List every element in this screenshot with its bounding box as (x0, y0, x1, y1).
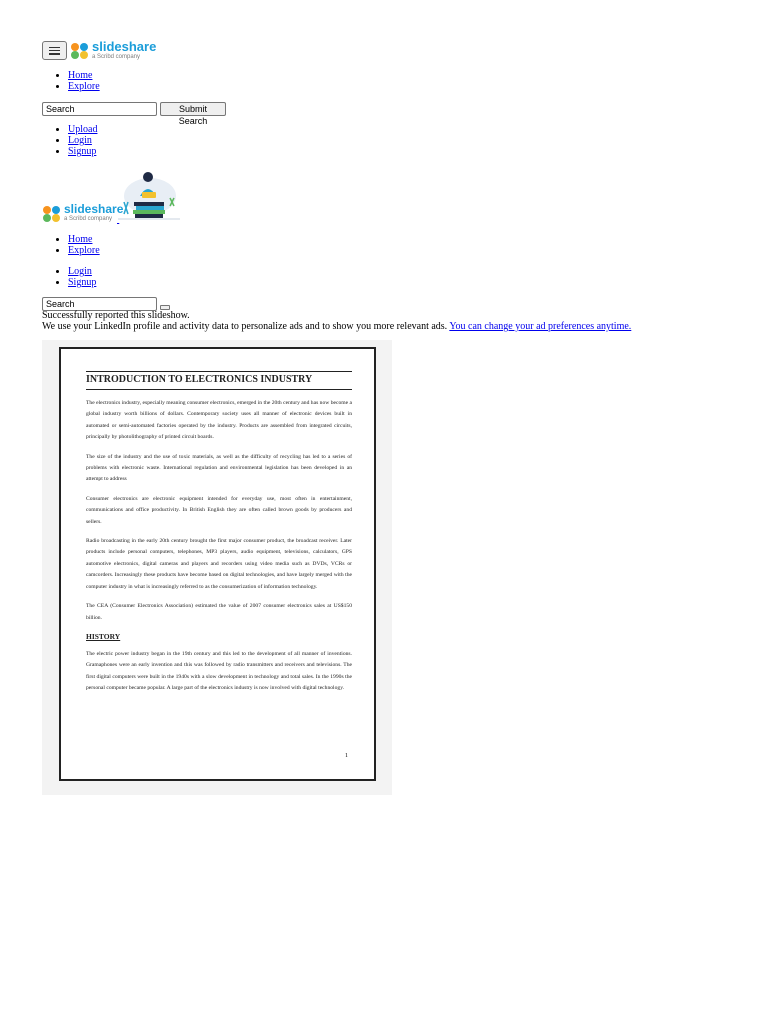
logo-tagline: a Scribd company (92, 54, 141, 60)
nav-item-explore (68, 81, 100, 92)
document-title: INTRODUCTION TO ELECTRONICS INDUSTRY (86, 371, 352, 390)
signup-link-secondary[interactable]: Signup (68, 277, 97, 288)
history-paragraph: The electric power industry began in the 19th century and this led to the development of all manner of inventions. Gramaphones were an early invention and this was followed by radio transmitters and receivers and televisions. The first digital computers were built in the 1940s with a slow development in technology and total sales. In the 1990s the personal computer became popular. A large part of the electronics industry is now involved with digital technology. (86, 650, 352, 692)
document-paragraph: The size of the industry and the use of toxic materials, as well as the difficulty of recycling has led to a series of problems with electronic waste. International regulation and environmental legislation has been developed in an attempt to address (86, 453, 352, 483)
secondary-user-nav (42, 266, 96, 288)
nav-item-home (68, 70, 100, 81)
nav-item-login (68, 135, 97, 146)
document-paragraph: Radio broadcasting in the early 20th century brought the first major consumer product, the broadcast receiver. Later products include personal computers, telephones, MP3 players, audio equipment, televisions, calculators, GPS automotive electronics, digital cameras and players and recorders using video media such as DVDs, VCRs or camcorders. Increasingly these products have become based on digital technologies, and have largely merged with the computer industry in what is increasingly referred to as the consumerization of information technology. (86, 538, 352, 590)
login-link-secondary[interactable]: Login (68, 266, 92, 277)
submit-search-button[interactable]: Submit Search (160, 102, 226, 116)
logo-tagline: a Scribd company (64, 216, 113, 222)
upload-link[interactable]: Upload (68, 124, 98, 135)
document-paragraph: The electronics industry, especially meaning consumer electronics, emerged in the 20th century and has now become a global industry worth billions of dollars. Contemporary society uses all manner of electronic devices built in automated or semi-automated factories operated by the industry. Products are assembled from integrated circuits, principally by photolithography of printed circuit boards. (86, 400, 352, 441)
ad-preferences-notice (42, 321, 631, 332)
search-input[interactable] (42, 102, 157, 116)
reader-illustration-icon (118, 168, 180, 224)
ad-notice-text: We use your LinkedIn profile and activity data to personalize ads and to show you more relevant ads. (42, 321, 448, 332)
logo-wordmark: slideshare (92, 39, 157, 54)
illustration-link[interactable] (117, 214, 119, 224)
nav-item-explore (68, 245, 100, 256)
document-paragraph: Consumer electronics are electronic equipment intended for everyday use, most often in entertainment, communications and office productivity. In British English they are often called brown goods by producers and sellers. (86, 495, 352, 525)
user-nav (42, 124, 97, 157)
menu-button[interactable] (42, 41, 67, 60)
hamburger-icon (49, 47, 60, 55)
report-success-message: Successfully reported this slideshow. (42, 310, 190, 321)
nav-item-home (68, 234, 100, 245)
logo-dots-icon (43, 204, 61, 222)
nav-item-upload (68, 124, 97, 135)
nav-item-signup (68, 277, 96, 288)
nav-link-explore-secondary[interactable]: Explore (68, 245, 100, 256)
logo-wordmark: slideshare (64, 202, 124, 216)
ad-preferences-link[interactable]: You can change your ad preferences anytime. (449, 321, 632, 332)
slideshare-logo-secondary[interactable] (43, 203, 123, 222)
nav-item-login (68, 266, 96, 277)
page-number: 1 (345, 753, 348, 759)
history-heading: HISTORY (86, 631, 121, 641)
nav-link-explore[interactable]: Explore (68, 81, 100, 92)
nav-link-home[interactable]: Home (68, 70, 93, 81)
slideshare-logo[interactable] (71, 40, 156, 60)
search-input-secondary[interactable] (42, 297, 157, 311)
nav-link-home-secondary[interactable]: Home (68, 234, 93, 245)
document-page (59, 347, 376, 781)
login-link[interactable]: Login (68, 135, 92, 146)
logo-dots-icon (71, 41, 89, 59)
nav-item-signup (68, 146, 97, 157)
secondary-nav (42, 234, 100, 256)
primary-nav (42, 70, 100, 92)
signup-link[interactable]: Signup (68, 146, 97, 157)
document-paragraph: The CEA (Consumer Electronics Association) estimated the value of 2007 consumer electronics sales at US$150 billion. (86, 603, 352, 621)
